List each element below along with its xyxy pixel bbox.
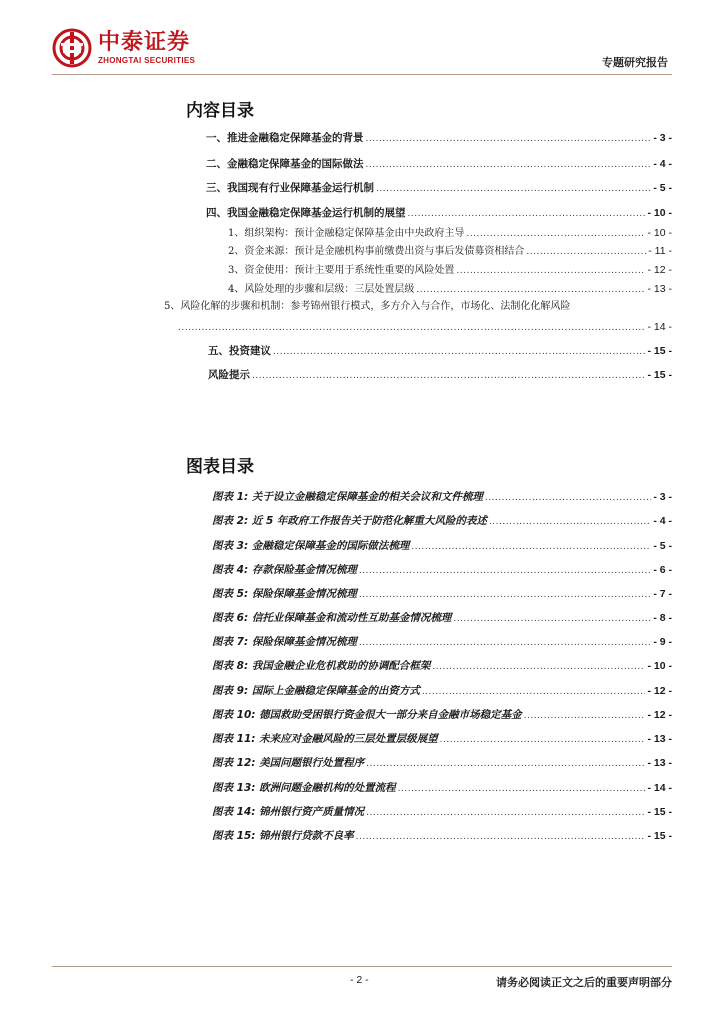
figure-entry-label: 图表 13: 欧洲问题金融机构的处置流程 — [212, 782, 396, 794]
dot-leader — [366, 806, 645, 820]
toc-entry-page: - 10 - — [647, 227, 672, 239]
toc-entry-page: - 15 - — [647, 369, 672, 381]
dot-leader — [359, 588, 652, 602]
figure-entry-page: - 5 - — [653, 540, 672, 552]
dot-leader — [376, 182, 651, 196]
dot-leader — [456, 264, 645, 278]
figure-entry[interactable] — [212, 732, 672, 747]
toc-entry-page: - 14 - — [647, 321, 672, 333]
toc-entry-leader-line — [176, 320, 672, 335]
toc-subentry[interactable] — [228, 226, 672, 241]
toc-entry-page: - 13 - — [647, 283, 672, 295]
figure-entry[interactable] — [212, 781, 672, 796]
figure-entry-label: 图表 2: 近 5 年政府工作报告关于防范化解重大风险的表述 — [212, 515, 487, 527]
toc-entry-label: 1、组织架构：预计金融稳定保障基金由中央政府主导 — [228, 228, 465, 239]
figure-entry-label: 图表 8: 我国金融企业危机救助的协调配合框架 — [212, 660, 431, 672]
footer-divider — [52, 966, 672, 967]
figure-entry-page: - 9 - — [653, 636, 672, 648]
toc-entry-label: 二、金融稳定保障基金的国际做法 — [206, 158, 364, 170]
toc-entry-label: 2、资金来源：预计是金融机构事前缴费出资与事后发债募资相结合 — [228, 246, 525, 257]
dot-leader — [252, 369, 645, 383]
figure-entry-page: - 13 - — [647, 757, 672, 769]
toc-subentry[interactable] — [228, 263, 672, 278]
dot-leader — [485, 491, 652, 505]
toc-entry-label-line — [164, 300, 672, 314]
toc-entry-page: - 4 - — [653, 158, 672, 170]
figure-entry[interactable] — [212, 514, 672, 529]
figure-entry-page: - 4 - — [653, 515, 672, 527]
figure-entry-page: - 15 - — [647, 806, 672, 818]
figure-entry-page: - 3 - — [653, 491, 672, 503]
figure-entry-label: 图表 5: 保险保障基金情况梳理 — [212, 588, 357, 600]
figure-entry-label: 图表 1: 关于设立金融稳定保障基金的相关会议和文件梳理 — [212, 491, 483, 503]
dot-leader — [526, 245, 646, 259]
dot-leader — [273, 345, 645, 359]
figure-entry-page: - 6 - — [653, 564, 672, 576]
page-header — [0, 0, 724, 90]
dot-leader — [359, 636, 652, 650]
toc-subentry[interactable] — [228, 244, 672, 259]
figure-entry-label: 图表 12: 美国问题银行处置程序 — [212, 757, 365, 769]
figure-entry-page: - 12 - — [647, 709, 672, 721]
toc-entry-page: - 5 - — [653, 182, 672, 194]
figure-entry[interactable] — [212, 684, 672, 699]
dot-leader — [440, 733, 646, 747]
header-divider — [52, 74, 672, 75]
dot-leader — [432, 660, 645, 674]
dot-leader — [359, 564, 652, 578]
figure-entry-page: - 10 - — [647, 660, 672, 672]
figure-entry[interactable] — [212, 805, 672, 820]
toc-entry[interactable] — [206, 206, 672, 221]
toc-entry-label: 三、我国现有行业保障基金运行机制 — [206, 182, 374, 194]
figure-entry[interactable] — [212, 708, 672, 723]
figure-entry-label: 图表 6: 信托业保障基金和流动性互助基金情况梳理 — [212, 612, 452, 624]
figure-entry-page: - 13 - — [647, 733, 672, 745]
figure-entry-page: - 15 - — [647, 830, 672, 842]
figure-entry[interactable] — [212, 539, 672, 554]
dot-leader — [366, 757, 645, 771]
toc-entry-page: - 11 - — [648, 245, 672, 257]
dot-leader — [489, 515, 651, 529]
toc-entry-page: - 3 - — [653, 132, 672, 144]
contents-title: 内容目录 — [186, 101, 254, 121]
dot-leader — [524, 709, 646, 723]
zhongtai-logo-icon — [52, 28, 92, 68]
company-logo — [52, 28, 195, 68]
toc-entry[interactable] — [208, 368, 672, 383]
toc-entry[interactable] — [206, 131, 672, 146]
figure-entry-label: 图表 15: 锦州银行贷款不良率 — [212, 830, 354, 842]
figure-entry-label: 图表 11: 未来应对金融风险的三层处置层级展望 — [212, 733, 438, 745]
page-number: - 2 - — [350, 974, 369, 986]
figure-entry-label: 图表 7: 保险保障基金情况梳理 — [212, 636, 357, 648]
toc-entry-label: 五、投资建议 — [208, 345, 271, 357]
figure-entry[interactable] — [212, 659, 672, 674]
toc-entry-label: 4、风险处理的步骤和层级：三层处置层级 — [228, 284, 415, 295]
dot-leader — [398, 782, 646, 796]
toc-entry[interactable] — [206, 157, 672, 172]
toc-entry[interactable] — [208, 344, 672, 359]
figures-title: 图表目录 — [186, 457, 254, 477]
figure-entry-page: - 12 - — [647, 685, 672, 697]
dot-leader — [366, 158, 652, 172]
dot-leader — [411, 540, 651, 554]
figure-entry-page: - 8 - — [653, 612, 672, 624]
figure-entry-label: 图表 4: 存款保险基金情况梳理 — [212, 564, 357, 576]
dot-leader — [366, 132, 652, 146]
figure-entry-page: - 7 - — [653, 588, 672, 600]
toc-subentry[interactable] — [228, 282, 672, 297]
toc-entry-label: 3、资金使用：预计主要用于系统性重要的风险处置 — [228, 265, 455, 276]
figure-entry[interactable] — [212, 829, 672, 844]
dot-leader — [422, 685, 646, 699]
figure-entry[interactable] — [212, 490, 672, 505]
dot-leader — [356, 830, 646, 844]
figure-entry[interactable] — [212, 611, 672, 626]
toc-entry-label: 5、风险化解的步骤和机制：参考锦州银行模式，多方介入与合作，市场化、法制化化解风险 — [164, 301, 571, 312]
figure-entry[interactable] — [212, 563, 672, 578]
dot-leader — [466, 227, 645, 241]
figure-entry-label: 图表 3: 金融稳定保障基金的国际做法梳理 — [212, 540, 410, 552]
figure-entry-label: 图表 10: 德国救助受困银行资金很大一部分来自金融市场稳定基金 — [212, 709, 522, 721]
toc-entry-label: 一、推进金融稳定保障基金的背景 — [206, 132, 364, 144]
dot-leader — [408, 207, 646, 221]
dot-leader — [416, 283, 645, 297]
report-type: 专题研究报告 — [602, 56, 668, 69]
toc-entry-page: - 10 - — [647, 207, 672, 219]
figure-entry[interactable] — [212, 635, 672, 650]
dot-leader — [178, 321, 645, 335]
dot-leader — [453, 612, 651, 626]
toc-entry-page: - 15 - — [647, 345, 672, 357]
figure-entry-label: 图表 9: 国际上金融稳定保障基金的出资方式 — [212, 685, 420, 697]
toc-entry-page: - 12 - — [647, 264, 672, 276]
toc-entry-label: 四、我国金融稳定保障基金运行机制的展望 — [206, 207, 406, 219]
toc-entry[interactable] — [206, 181, 672, 196]
figure-entry-label: 图表 14: 锦州银行资产质量情况 — [212, 806, 365, 818]
figure-entry[interactable] — [212, 756, 672, 771]
logo-chinese-name: 中泰证券 — [98, 29, 191, 55]
logo-english-name: ZHONGTAI SECURITIES — [98, 55, 196, 65]
figure-entry[interactable] — [212, 587, 672, 602]
footer-disclaimer: 请务必阅读正文之后的重要声明部分 — [496, 976, 672, 989]
figure-entry-page: - 14 - — [647, 782, 672, 794]
toc-entry-label: 风险提示 — [208, 369, 250, 381]
